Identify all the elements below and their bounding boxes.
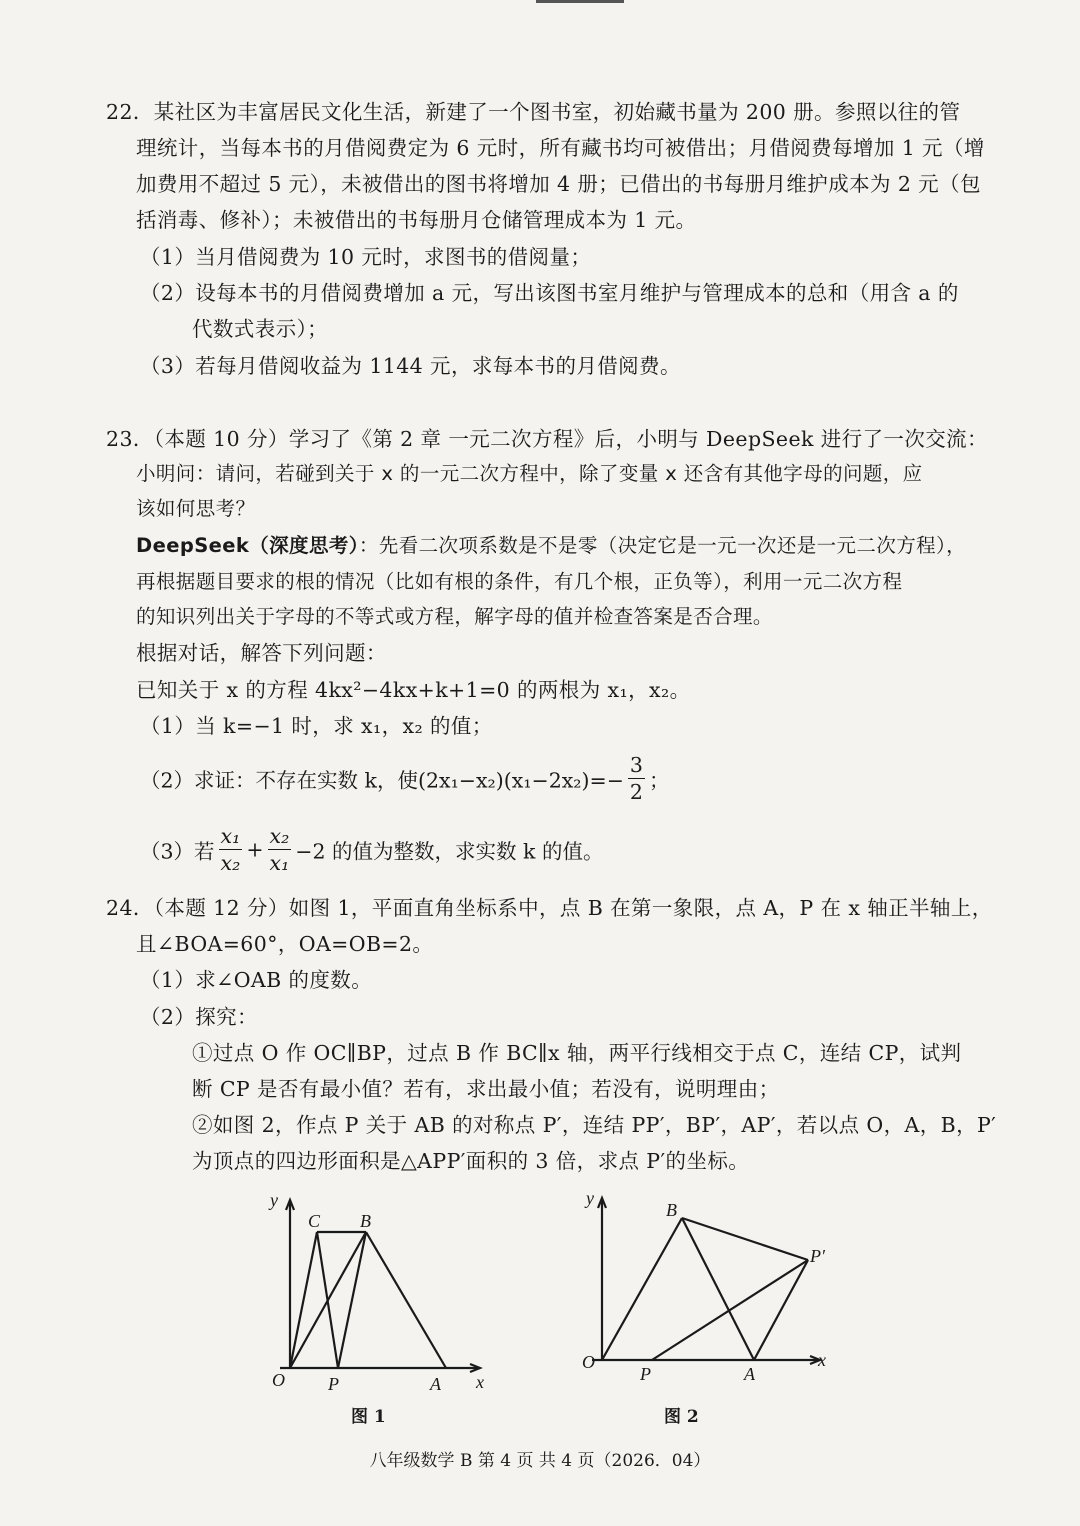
segment-APp [754, 1260, 808, 1360]
figure-1 [260, 1188, 500, 1398]
segment-OC [290, 1232, 317, 1368]
q23-part-2 [140, 752, 669, 805]
q23-part-3-post: −2 的值为整数，求实数 k 的值。 [295, 839, 604, 864]
q23-ask-line-1: 小明问：请问，若碰到关于 x 的一元二次方程中，除了变量 x 还含有其他字母的问题，应 [136, 462, 923, 485]
segment-BP [338, 1232, 366, 1368]
q23-part-3-plus: + [246, 837, 264, 862]
figure-2-caption: 图 2 [664, 1407, 699, 1427]
q23-deepseek-line-3: 的知识列出关于字母的不等式或方程，解字母的值并检查答案是否合理。 [136, 605, 773, 628]
q23-deepseek-line-2: 再根据题目要求的根的情况（比如有根的条件，有几个根，正负等），利用一元二次方程 [136, 570, 903, 593]
segment-BA [366, 1232, 446, 1368]
deepseek-label: DeepSeek（深度思考） [136, 534, 359, 557]
q24-line-2: 且∠BOA=60°，OA=OB=2。 [136, 932, 434, 956]
label-P: P [328, 1374, 339, 1394]
fraction-numerator: x₂ [269, 824, 290, 848]
figure-2 [574, 1188, 844, 1388]
q24-sub-2-line-2: 为顶点的四边形面积是△APP′面积的 3 倍，求点 P′的坐标。 [192, 1149, 750, 1173]
label-x: x [818, 1350, 826, 1370]
segment-OB [602, 1218, 682, 1360]
label-A: A [744, 1364, 755, 1384]
q23-part-3 [140, 823, 604, 876]
top-scan-mark [536, 0, 624, 3]
segment-PPp [652, 1260, 808, 1360]
q23-part-3-fraction-2 [268, 823, 292, 876]
q22-line-3: 加费用不超过 5 元），未被借出的图书将增加 4 册；已借出的书每册月维护成本为 2 元（包 [136, 172, 981, 196]
q23-instruction: 根据对话，解答下列问题： [136, 641, 387, 665]
q23-intro: 23．（本题 10 分）学习了《第 2 章 一元二次方程》后，小明与 DeepSeek 进行了一次交流： [106, 427, 988, 451]
q23-deepseek-line-1 [136, 533, 966, 559]
label-O: O [272, 1370, 285, 1390]
label-B: B [360, 1211, 371, 1231]
q22-part-3: （3）若每月借阅收益为 1144 元，求每本书的月借阅费。 [140, 354, 681, 378]
label-B: B [666, 1200, 677, 1220]
label-A: A [430, 1374, 441, 1394]
q23-part-1: （1）当 k=−1 时，求 x₁，x₂ 的值； [140, 714, 493, 738]
q24-sub-1-line-1: ①过点 O 作 OC∥BP，过点 B 作 BC∥x 轴，两平行线相交于点 C，连结 CP，试判 [192, 1041, 962, 1065]
fraction-numerator: 3 [629, 753, 643, 777]
deepseek-text-1: ：先看二次项系数是不是零（决定它是一元一次还是一元二次方程）， [358, 534, 967, 557]
q24-line-1: 24．（本题 12 分）如图 1，平面直角坐标系中，点 B 在第一象限，点 A，P 在 x 轴正半轴上， [106, 896, 993, 920]
page-footer: 八年级数学 B 第 4 页 共 4 页（2026．04） [369, 1451, 711, 1471]
q24-part-1: （1）求∠OAB 的度数。 [140, 968, 373, 992]
q22-part-2: （2）设每本书的月借阅费增加 a 元，写出该图书室月维护与管理成本的总和（用含 a 的 [140, 281, 959, 305]
q22-part-2-cont: 代数式表示）； [192, 317, 329, 341]
q24-part-2: （2）探究： [140, 1005, 258, 1029]
q23-part-3-fraction-1 [219, 823, 243, 876]
q23-given: 已知关于 x 的方程 4kx²−4kx+k+1=0 的两根为 x₁，x₂。 [136, 678, 691, 702]
label-y: y [586, 1188, 594, 1208]
q23-ask-line-2: 该如何思考？ [136, 497, 256, 520]
q22-part-1: （1）当月借阅费为 10 元时，求图书的借阅量； [140, 245, 592, 269]
label-O: O [582, 1352, 595, 1372]
label-P-prime: P′ [810, 1246, 825, 1266]
q22-line-2: 理统计，当每本书的月借阅费定为 6 元时，所有藏书均可被借出；月借阅费每增加 1 元（增 [136, 136, 985, 160]
label-y: y [270, 1190, 278, 1210]
fraction-numerator: x₁ [220, 824, 241, 848]
segment-CP [317, 1232, 338, 1368]
label-P: P [640, 1364, 651, 1384]
q22-line-1: 22．某社区为丰富居民文化生活，新建了一个图书室，初始藏书量为 200 册。参照以往的管 [106, 100, 961, 124]
q22-line-4: 括消毒、修补）；未被借出的书每册月仓储管理成本为 1 元。 [136, 208, 697, 232]
q24-sub-2-line-1: ②如图 2，作点 P 关于 AB 的对称点 P′，连结 PP′，BP′，AP′，若以点 O，A，B，P′ [192, 1113, 997, 1137]
fraction-denominator: x₁ [269, 851, 290, 875]
figure-1-caption: 图 1 [351, 1407, 386, 1427]
label-C: C [308, 1211, 321, 1231]
label-x: x [476, 1372, 484, 1392]
fraction-denominator: 2 [629, 780, 643, 804]
q23-part-2-end: ； [648, 768, 670, 793]
q23-part-3-pre: （3）若 [140, 839, 215, 864]
q24-sub-1-line-2: 断 CP 是否有最小值？若有，求出最小值；若没有，说明理由； [192, 1077, 780, 1101]
q23-part-2-text: （2）求证：不存在实数 k，使(2x₁−x₂)(x₁−2x₂)=− [140, 768, 624, 793]
fraction-denominator: x₂ [220, 851, 241, 875]
q23-part-2-fraction [628, 752, 645, 805]
